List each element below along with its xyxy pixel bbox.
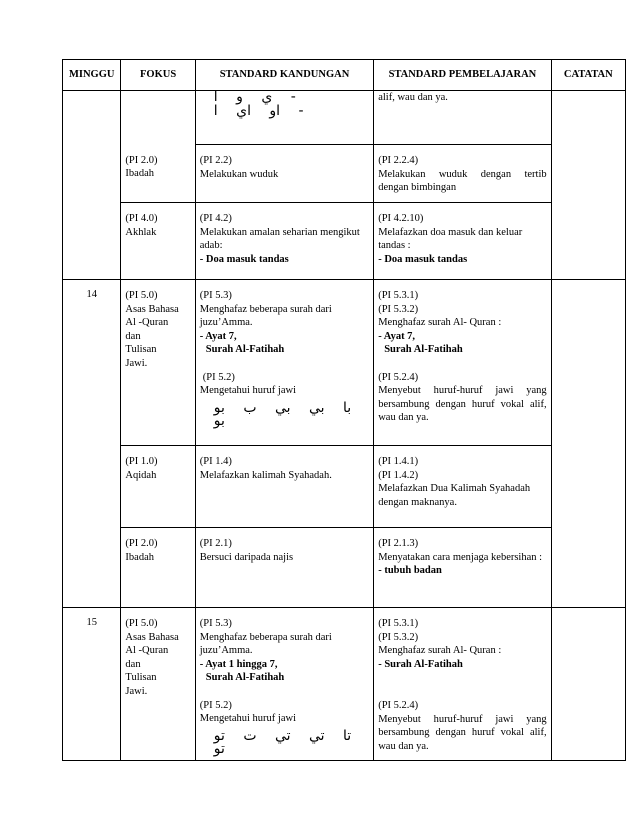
sp-code: (PI 5.3.1): [378, 618, 419, 629]
table-row: [63, 446, 626, 528]
fokus-code: (PI 5.0): [125, 290, 158, 301]
arabic-letters: با بي بي ب بو بو: [213, 399, 352, 429]
minggu-cell: [63, 91, 121, 280]
sp-code: (PI 2.1.3): [378, 538, 419, 549]
table-row: [63, 280, 626, 446]
sk-text: Mengetahui huruf jawi: [199, 713, 296, 724]
sk-code: (PI 4.2): [199, 213, 232, 224]
sp-code: (PI 5.2.4): [378, 700, 419, 711]
fokus-cell: [121, 608, 195, 761]
table-row: [63, 203, 626, 280]
sp-text: Menghafaz surah Al- Quran :: [378, 317, 502, 328]
sp-text: Menyebut huruf-huruf jawi yang bersambung dengan huruf vokal alif, wau dan ya.: [378, 713, 547, 752]
sp-bold: - Doa masuk tandas: [378, 253, 468, 265]
sk-text: Bersuci daripada najis: [199, 551, 294, 563]
catatan-cell: [551, 280, 625, 608]
fokus-line: dan: [125, 330, 141, 342]
sp-code: (PI 5.3.2): [378, 303, 419, 315]
sp-code: (PI 1.4.2): [378, 469, 419, 481]
sk-code: (PI 5.2): [199, 699, 232, 711]
sp-cell: [374, 446, 551, 528]
fokus-line: Tulisan: [125, 672, 157, 683]
sp-code: (PI 5.2.4): [378, 371, 419, 383]
header-standard-kandungan: STANDARD KANDUNGAN: [195, 60, 373, 91]
fokus-cell: [121, 91, 195, 145]
fokus-cell: [121, 203, 195, 280]
sk-cell: [195, 280, 373, 446]
sp-cell: [374, 145, 551, 203]
sk-cell: [195, 608, 373, 761]
header-minggu: MINGGU: [63, 60, 121, 91]
sk-cell: [195, 91, 373, 145]
sp-cell: [374, 608, 551, 761]
sk-text: Melakukan amalan seharian mengikut adab:: [199, 226, 360, 251]
fokus-line: Asas Bahasa: [125, 303, 179, 315]
sp-cell: [374, 280, 551, 446]
sk-cell: [195, 528, 373, 608]
catatan-cell: [551, 91, 625, 280]
sp-text: Melakukan wuduk dengan tertib dengan bimbingan: [378, 168, 547, 193]
table-row: [63, 145, 626, 203]
header-row: [63, 60, 626, 91]
table-row: [63, 608, 626, 761]
sk-bold: Surah Al-Fatihah: [205, 344, 285, 355]
sp-bold: Surah Al-Fatihah: [384, 344, 463, 355]
sp-cell: [374, 91, 551, 145]
sk-text: Melafazkan kalimah Syahadah.: [199, 469, 332, 481]
sk-code: (PI 1.4): [199, 456, 232, 467]
fokus-line: Al -Quran: [125, 645, 169, 656]
fokus-cell: [121, 528, 195, 608]
fokus-line: Jawi.: [125, 685, 148, 697]
sp-cell: [374, 203, 551, 280]
sp-code: (PI 4.2.10): [378, 213, 424, 224]
sp-text: Menghafaz surah Al- Quran :: [378, 645, 502, 656]
fokus-cell: [121, 446, 195, 528]
sp-bold: - Surah Al-Fatihah: [378, 658, 463, 670]
fokus-line: Tulisan: [125, 344, 157, 355]
sk-cell: [195, 145, 373, 203]
sk-text: Menghafaz beberapa surah dari juzu’Amma.: [199, 303, 332, 328]
fokus-name: Ibadah: [125, 168, 154, 179]
sk-code: (PI 2.1): [199, 538, 232, 549]
fokus-code: (PI 4.0): [125, 213, 158, 224]
sk-code: (PI 5.3): [199, 290, 232, 301]
sk-code: (PI 5.3): [199, 618, 232, 629]
sp-code: (PI 5.3.2): [378, 631, 419, 643]
minggu-cell: 15: [63, 608, 121, 761]
sk-bold: - Ayat 1 hingga 7,: [199, 658, 278, 670]
sp-bold: - tubuh badan: [378, 565, 442, 576]
sk-text: Melakukan wuduk: [199, 168, 279, 180]
header-catatan: CATATAN: [551, 60, 625, 91]
fokus-line: Al -Quran: [125, 317, 169, 328]
fokus-code: (PI 2.0): [125, 538, 158, 549]
header-standard-pembelajaran: STANDARD PEMBELAJARAN: [374, 60, 551, 91]
sk-code: (PI 5.2): [202, 371, 235, 383]
header-fokus: FOKUS: [121, 60, 195, 91]
fokus-line: Asas Bahasa: [125, 631, 179, 643]
sp-code: (PI 2.2.4): [378, 155, 419, 166]
sk-text: Mengetahui huruf jawi: [199, 385, 296, 396]
sk-text: Menghafaz beberapa surah dari juzu’Amma.: [199, 631, 332, 656]
fokus-code: (PI 1.0): [125, 456, 158, 467]
sk-cell: [195, 446, 373, 528]
sp-text: Menyatakan cara menjaga kebersihan :: [378, 551, 543, 563]
fokus-cell: [121, 145, 195, 203]
fokus-line: dan: [125, 658, 141, 670]
sp-code: (PI 1.4.1): [378, 456, 419, 467]
sp-cell: [374, 528, 551, 608]
fokus-name: Akhlak: [125, 226, 157, 238]
fokus-name: Aqidah: [125, 469, 157, 481]
sk-bold: - Doa masuk tandas: [199, 253, 289, 265]
sp-text: Menyebut huruf-huruf jawi yang bersambung dengan huruf vokal alif, wau dan ya.: [378, 385, 547, 423]
table-row: [63, 91, 626, 145]
table-row: [63, 528, 626, 608]
sk-bold: Surah Al-Fatihah: [205, 672, 285, 683]
sk-code: (PI 2.2): [199, 155, 232, 166]
sp-code: (PI 5.3.1): [378, 290, 419, 301]
sp-text: Melafazkan Dua Kalimah Syahadah dengan maknanya.: [378, 483, 531, 508]
lesson-plan-table: [62, 59, 626, 761]
sp-bold: - Ayat 7,: [378, 330, 416, 342]
sp-text: alif, wau dan ya.: [378, 92, 448, 103]
fokus-code: (PI 2.0): [125, 154, 158, 166]
sp-text: Melafazkan doa masuk dan keluar tandas :: [378, 226, 523, 251]
arabic-letters-line1: - ي و ا: [213, 89, 296, 105]
sk-bold: - Ayat 7,: [199, 330, 237, 342]
arabic-letters: تا تي تي ت تو تو: [213, 727, 352, 757]
minggu-cell: 14: [63, 280, 121, 608]
fokus-name: Ibadah: [125, 551, 154, 563]
catatan-cell: [551, 608, 625, 761]
fokus-code: (PI 5.0): [125, 618, 158, 629]
sk-cell: [195, 203, 373, 280]
fokus-line: Jawi.: [125, 357, 148, 369]
fokus-cell: [121, 280, 195, 446]
arabic-letters-line2: - او اي ا: [213, 102, 304, 119]
